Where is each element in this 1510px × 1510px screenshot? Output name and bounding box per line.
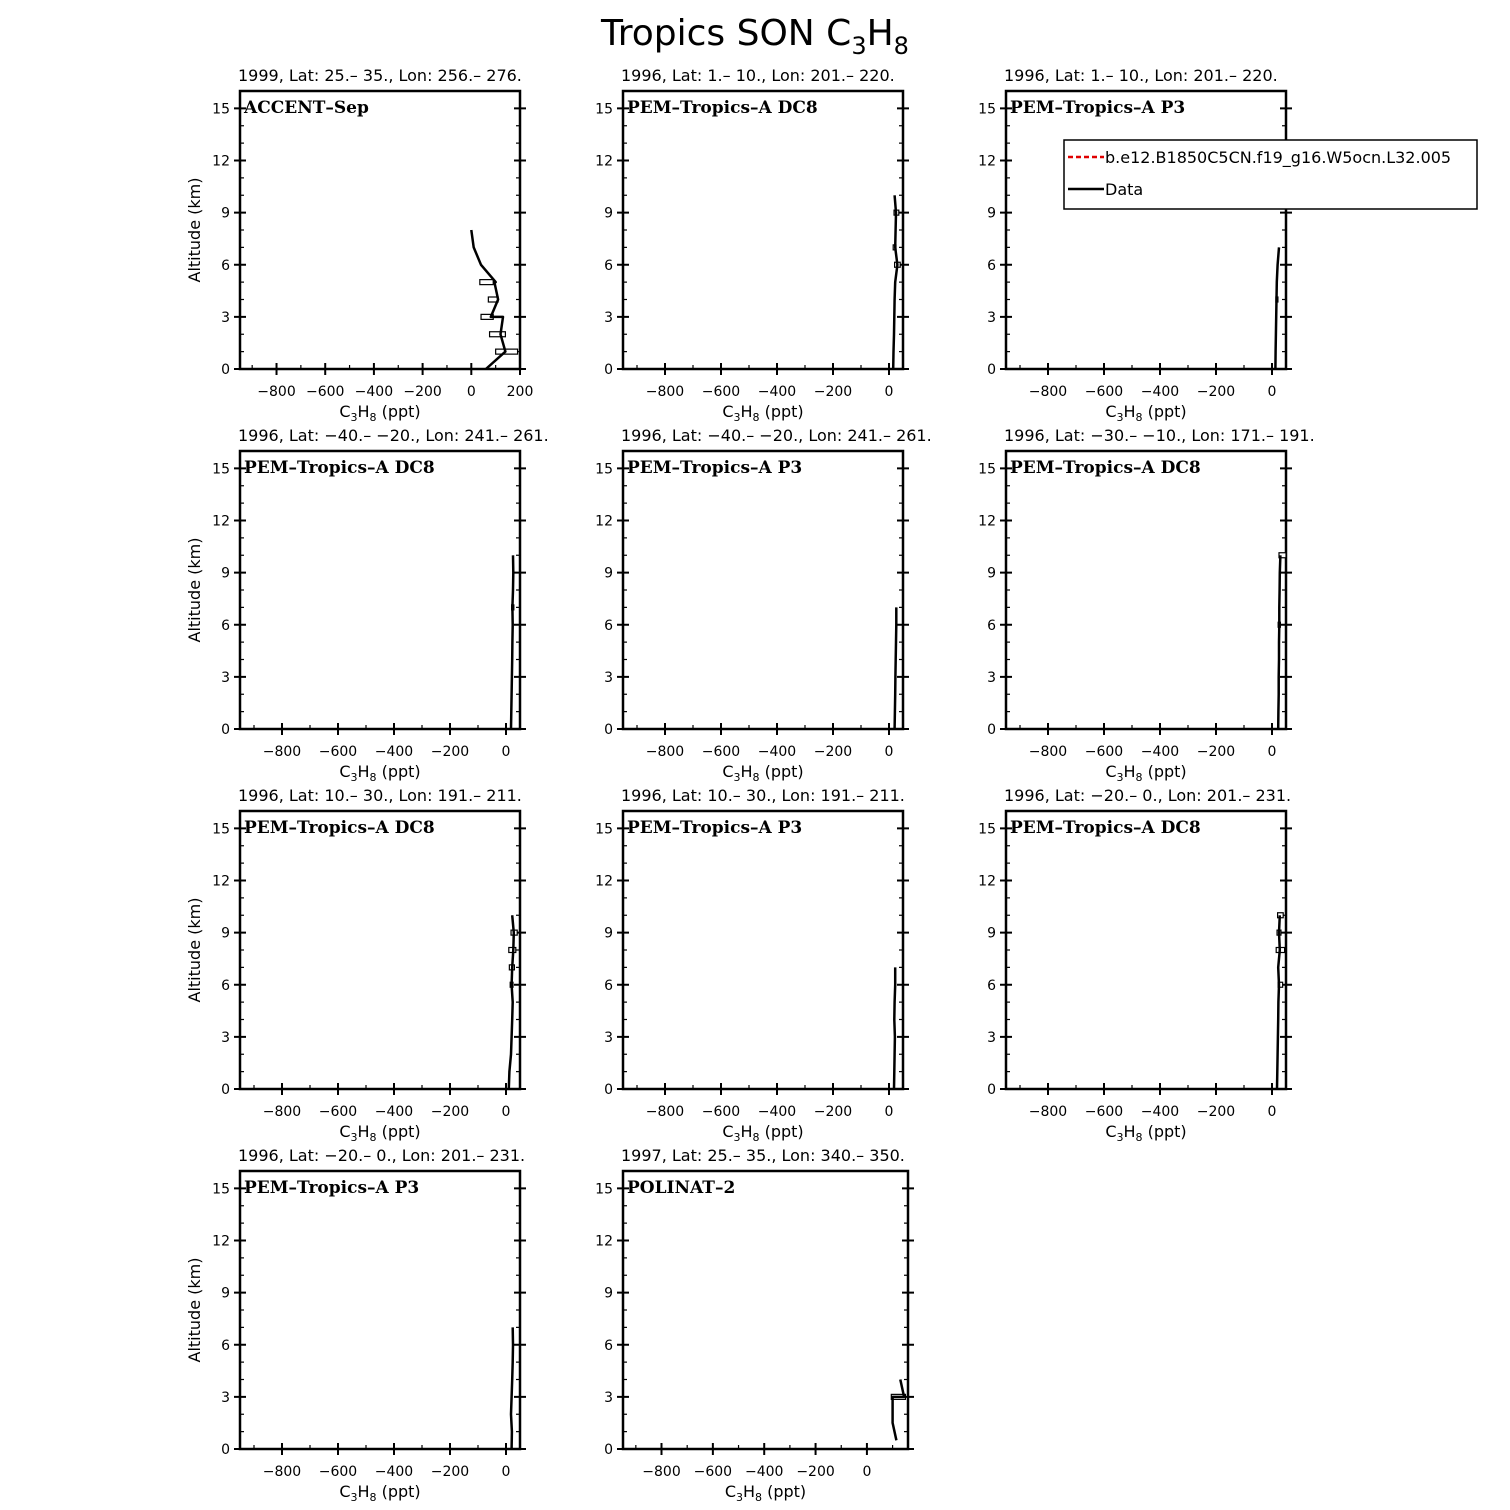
x-tick-label: −200 xyxy=(403,384,442,400)
x-tick-label: 0 xyxy=(1267,1104,1277,1120)
x-tick-label: −800 xyxy=(1028,384,1068,400)
y-tick-label: 3 xyxy=(221,669,230,686)
plot-frame xyxy=(623,451,903,729)
x-tick-label: −400 xyxy=(1140,384,1180,400)
panel-header: 1996, Lat: −30.– −10., Lon: 171.– 191. xyxy=(1004,426,1315,445)
legend xyxy=(1064,140,1477,209)
x-tick-label: −800 xyxy=(1028,1104,1068,1120)
y-tick-label: 9 xyxy=(987,925,996,942)
y-tick-label: 6 xyxy=(221,257,230,274)
x-tick-label: −400 xyxy=(354,384,394,400)
x-tick-label: −400 xyxy=(744,1464,784,1480)
y-tick-label: 0 xyxy=(604,722,613,738)
plot-frame xyxy=(240,811,520,1089)
y-tick-label: 12 xyxy=(212,153,230,170)
plot-frame xyxy=(623,91,903,369)
y-tick-label: 9 xyxy=(221,1285,230,1302)
x-tick-label: −600 xyxy=(701,1104,741,1120)
panel-header: 1996, Lat: 10.– 30., Lon: 191.– 211. xyxy=(621,786,905,805)
campaign-label: PEM–Tropics–A DC8 xyxy=(1010,818,1201,838)
data-profile-line xyxy=(1278,555,1280,729)
plot-frame xyxy=(240,91,520,369)
panel-header: 1996, Lat: 1.– 10., Lon: 201.– 220. xyxy=(621,66,895,85)
x-tick-label: −800 xyxy=(645,384,685,400)
panel-9 xyxy=(978,786,1292,1144)
x-tick-label: −600 xyxy=(693,1464,733,1480)
y-tick-label: 12 xyxy=(978,513,996,530)
y-tick-label: 9 xyxy=(604,1285,613,1302)
y-tick-label: 6 xyxy=(604,1337,613,1354)
x-tick-label: −400 xyxy=(374,1464,414,1480)
x-tick-label: −400 xyxy=(1140,744,1180,760)
x-tick-label: −800 xyxy=(262,1464,302,1480)
x-tick-label: −800 xyxy=(262,744,302,760)
y-tick-label: 15 xyxy=(978,101,996,118)
panel-5 xyxy=(595,426,932,784)
y-tick-label: 15 xyxy=(595,1181,613,1198)
x-tick-label: −400 xyxy=(374,1104,414,1120)
y-axis-label: Altitude (km) xyxy=(185,1257,204,1363)
y-tick-label: 0 xyxy=(987,722,996,738)
campaign-label: PEM–Tropics–A P3 xyxy=(627,818,803,838)
y-tick-label: 3 xyxy=(221,1029,230,1046)
x-axis-label: $C_3H_8$ (ppt) xyxy=(724,1482,807,1504)
x-tick-label: 0 xyxy=(884,1104,894,1120)
y-tick-label: 9 xyxy=(987,205,996,222)
x-tick-label: −400 xyxy=(757,744,797,760)
figure-title: Tropics SON $C_3H_8$ xyxy=(601,13,909,60)
y-axis-label: Altitude (km) xyxy=(185,537,204,643)
campaign-label: PEM–Tropics–A DC8 xyxy=(244,458,435,478)
y-tick-label: 12 xyxy=(978,873,996,890)
y-tick-label: 12 xyxy=(978,153,996,170)
panel-8 xyxy=(595,786,909,1144)
plot-frame xyxy=(623,811,903,1089)
x-tick-label: 200 xyxy=(506,384,534,400)
y-tick-label: 12 xyxy=(212,513,230,530)
campaign-label: ACCENT–Sep xyxy=(244,98,369,118)
y-tick-label: 6 xyxy=(604,617,613,634)
y-tick-label: 0 xyxy=(221,362,230,378)
y-tick-label: 0 xyxy=(604,1442,613,1458)
y-tick-label: 15 xyxy=(595,101,613,118)
x-axis-label: $C_3H_8$ (ppt) xyxy=(339,402,421,424)
y-tick-label: 12 xyxy=(595,513,613,530)
y-tick-label: 6 xyxy=(221,1337,230,1354)
x-tick-label: −800 xyxy=(262,1104,302,1120)
data-profile-line xyxy=(511,1327,513,1449)
plot-frame xyxy=(1006,91,1286,369)
campaign-label: PEM–Tropics–A DC8 xyxy=(627,98,818,118)
y-tick-label: 3 xyxy=(604,1389,613,1406)
y-tick-label: 12 xyxy=(212,1233,230,1250)
x-tick-label: −600 xyxy=(318,744,358,760)
x-tick-label: −600 xyxy=(1084,744,1124,760)
x-tick-label: −200 xyxy=(796,1464,835,1480)
x-axis-label: $C_3H_8$ (ppt) xyxy=(722,402,804,424)
data-profile-line xyxy=(1275,247,1279,369)
y-tick-label: 15 xyxy=(978,461,996,478)
x-tick-label: 0 xyxy=(1267,744,1277,760)
x-tick-label: −600 xyxy=(318,1104,358,1120)
panel-header: 1997, Lat: 25.– 35., Lon: 340.– 350. xyxy=(621,1146,905,1165)
x-axis-label: $C_3H_8$ (ppt) xyxy=(339,1482,421,1504)
x-tick-label: −200 xyxy=(1196,1104,1236,1120)
y-tick-label: 0 xyxy=(221,1442,230,1458)
x-axis-label: $C_3H_8$ (ppt) xyxy=(1105,1122,1187,1144)
y-tick-label: 9 xyxy=(221,205,230,222)
y-tick-label: 9 xyxy=(604,205,613,222)
y-tick-label: 0 xyxy=(987,362,996,378)
plot-frame xyxy=(1006,811,1286,1089)
y-tick-label: 3 xyxy=(221,1389,230,1406)
x-axis-label: $C_3H_8$ (ppt) xyxy=(1105,402,1187,424)
legend-label-data: Data xyxy=(1105,180,1144,199)
y-tick-label: 6 xyxy=(221,977,230,994)
x-tick-label: −200 xyxy=(1196,744,1236,760)
data-profile-line xyxy=(511,555,513,729)
plot-frame xyxy=(240,1171,520,1449)
y-tick-label: 6 xyxy=(604,257,613,274)
y-tick-label: 6 xyxy=(221,617,230,634)
plot-frame xyxy=(623,1171,908,1449)
y-tick-label: 0 xyxy=(987,1082,996,1098)
y-tick-label: 15 xyxy=(212,101,230,118)
panel-header: 1996, Lat: 10.– 30., Lon: 191.– 211. xyxy=(238,786,522,805)
x-tick-label: 0 xyxy=(884,384,894,400)
legend-label-model: b.e12.B1850C5CN.f19_g16.W5ocn.L32.005 xyxy=(1105,148,1452,167)
x-tick-label: −400 xyxy=(757,1104,797,1120)
x-tick-label: −800 xyxy=(257,384,296,400)
x-tick-label: 0 xyxy=(501,744,511,760)
x-tick-label: −200 xyxy=(430,744,470,760)
x-tick-label: −800 xyxy=(645,744,685,760)
y-tick-label: 12 xyxy=(595,153,613,170)
panel-header: 1996, Lat: −40.– −20., Lon: 241.– 261. xyxy=(238,426,549,445)
x-tick-label: 0 xyxy=(1267,384,1277,400)
y-tick-label: 12 xyxy=(595,873,613,890)
y-axis-label: Altitude (km) xyxy=(185,177,204,283)
x-tick-label: −600 xyxy=(305,384,345,400)
y-tick-label: 3 xyxy=(604,309,613,326)
y-axis-label: Altitude (km) xyxy=(185,897,204,1003)
y-tick-label: 0 xyxy=(221,722,230,738)
x-tick-label: 0 xyxy=(466,384,476,400)
y-tick-label: 15 xyxy=(595,821,613,838)
campaign-label: PEM–Tropics–A P3 xyxy=(244,1178,420,1198)
panel-2 xyxy=(595,66,909,424)
x-tick-label: −200 xyxy=(430,1464,470,1480)
panel-1 xyxy=(185,66,533,424)
y-tick-label: 9 xyxy=(987,565,996,582)
campaign-label: PEM–Tropics–A P3 xyxy=(1010,98,1186,118)
x-tick-label: −200 xyxy=(1196,384,1236,400)
y-tick-label: 0 xyxy=(604,1082,613,1098)
x-axis-label: $C_3H_8$ (ppt) xyxy=(339,762,421,784)
x-axis-label: $C_3H_8$ (ppt) xyxy=(339,1122,421,1144)
plot-frame xyxy=(240,451,520,729)
y-tick-label: 6 xyxy=(987,257,996,274)
data-profile-line xyxy=(894,967,895,1089)
x-tick-label: −800 xyxy=(645,1104,685,1120)
y-tick-label: 3 xyxy=(221,309,230,326)
x-tick-label: 0 xyxy=(501,1104,511,1120)
y-tick-label: 0 xyxy=(221,1082,230,1098)
panel-header: 1996, Lat: −20.– 0., Lon: 201.– 231. xyxy=(238,1146,526,1165)
x-axis-label: $C_3H_8$ (ppt) xyxy=(722,762,804,784)
panel-3 xyxy=(978,66,1292,424)
y-tick-label: 15 xyxy=(212,821,230,838)
campaign-label: PEM–Tropics–A P3 xyxy=(627,458,803,478)
y-tick-label: 6 xyxy=(987,977,996,994)
campaign-label: PEM–Tropics–A DC8 xyxy=(244,818,435,838)
plot-frame xyxy=(1006,451,1286,729)
x-tick-label: −200 xyxy=(813,744,853,760)
campaign-label: PEM–Tropics–A DC8 xyxy=(1010,458,1201,478)
y-tick-label: 15 xyxy=(595,461,613,478)
y-tick-label: 9 xyxy=(604,565,613,582)
y-tick-label: 6 xyxy=(987,617,996,634)
x-tick-label: 0 xyxy=(862,1464,872,1480)
data-profile-line xyxy=(893,195,897,369)
y-tick-label: 3 xyxy=(604,1029,613,1046)
campaign-label: POLINAT–2 xyxy=(627,1178,736,1198)
panel-11 xyxy=(595,1146,914,1504)
x-tick-label: −400 xyxy=(1140,1104,1180,1120)
panel-header: 1999, Lat: 25.– 35., Lon: 256.– 276. xyxy=(238,66,522,85)
x-tick-label: −400 xyxy=(757,384,797,400)
data-profile-line xyxy=(509,915,514,1089)
error-bar xyxy=(480,280,493,285)
x-tick-label: −600 xyxy=(1084,1104,1124,1120)
y-tick-label: 9 xyxy=(221,925,230,942)
y-tick-label: 3 xyxy=(987,309,996,326)
x-tick-label: −400 xyxy=(374,744,414,760)
y-tick-label: 3 xyxy=(987,1029,996,1046)
y-tick-label: 3 xyxy=(604,669,613,686)
x-tick-label: −800 xyxy=(1028,744,1068,760)
x-tick-label: −600 xyxy=(701,744,741,760)
y-tick-label: 3 xyxy=(987,669,996,686)
x-tick-label: 0 xyxy=(884,744,894,760)
data-profile-line xyxy=(1277,915,1280,1089)
panel-10 xyxy=(185,1146,526,1504)
y-tick-label: 15 xyxy=(212,461,230,478)
x-tick-label: 0 xyxy=(501,1464,511,1480)
data-profile-line xyxy=(893,1380,905,1441)
y-tick-label: 15 xyxy=(978,821,996,838)
x-tick-label: −200 xyxy=(813,384,853,400)
panel-group xyxy=(185,66,1315,1504)
x-tick-label: −600 xyxy=(318,1464,358,1480)
x-tick-label: −600 xyxy=(701,384,741,400)
y-tick-label: 15 xyxy=(212,1181,230,1198)
y-tick-label: 9 xyxy=(221,565,230,582)
y-tick-label: 12 xyxy=(595,1233,613,1250)
x-axis-label: $C_3H_8$ (ppt) xyxy=(1105,762,1187,784)
x-tick-label: −800 xyxy=(642,1464,681,1480)
x-tick-label: −200 xyxy=(813,1104,853,1120)
panel-6 xyxy=(978,426,1315,784)
x-tick-label: −200 xyxy=(430,1104,470,1120)
panel-header: 1996, Lat: −20.– 0., Lon: 201.– 231. xyxy=(1004,786,1292,805)
panel-header: 1996, Lat: −40.– −20., Lon: 241.– 261. xyxy=(621,426,932,445)
panel-7 xyxy=(185,786,526,1144)
x-axis-label: $C_3H_8$ (ppt) xyxy=(722,1122,804,1144)
y-tick-label: 12 xyxy=(212,873,230,890)
data-profile-line xyxy=(895,607,897,729)
y-tick-label: 6 xyxy=(604,977,613,994)
y-tick-label: 0 xyxy=(604,362,613,378)
panel-4 xyxy=(185,426,549,784)
y-tick-label: 9 xyxy=(604,925,613,942)
x-tick-label: −600 xyxy=(1084,384,1124,400)
error-bar xyxy=(490,332,506,337)
panel-header: 1996, Lat: 1.– 10., Lon: 201.– 220. xyxy=(1004,66,1278,85)
